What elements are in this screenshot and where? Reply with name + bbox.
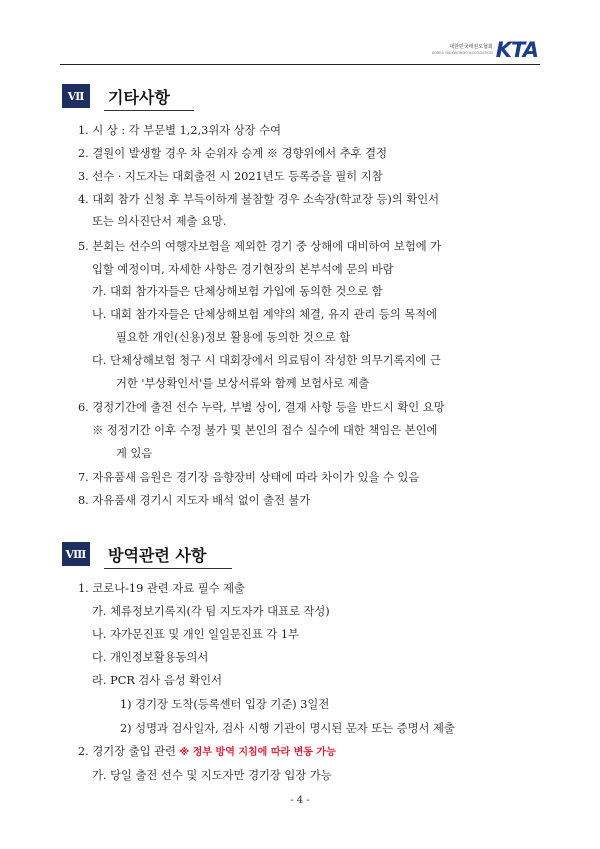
section-8-title: 방역관련 사항	[108, 545, 207, 565]
section-8-number: Ⅷ	[62, 542, 90, 566]
section-8-header	[62, 542, 206, 566]
logo-mark: KTA	[495, 38, 538, 62]
s8-line-text: 2. 경기장 출입 관련	[78, 745, 180, 758]
section-7-header	[62, 84, 170, 108]
section-8-underline	[104, 568, 232, 569]
header-rule	[60, 64, 540, 65]
section-7-underline	[104, 110, 194, 111]
s7-line: 5. 본회는 선수의 여행자보험을 제외한 경기 중 상해에 대비하여 보험에 가	[78, 240, 442, 253]
page-number: - 4 -	[290, 795, 310, 806]
s8-line: 1. 코로나-19 관련 자료 필수 제출	[78, 582, 245, 595]
logo-text	[432, 44, 493, 55]
s7-line: 2. 결원이 발생할 경우 차 순위자 승계 ※ 경향위에서 추후 결정	[78, 147, 387, 160]
s7-line: 1. 시 상 : 각 부문별 1,2,3위자 상장 수여	[78, 124, 282, 137]
s8-line: 가. 당일 출전 선수 및 지도자만 경기장 입장 가능	[92, 769, 332, 782]
s7-line: 입할 예정이며, 자세한 사항은 경기현장의 본부석에 문의 바람	[92, 263, 394, 276]
notice-text: ※ 정부 방역 지침에 따라 변동 가능	[179, 747, 336, 758]
s8-line: 라. PCR 검사 음성 확인서	[92, 674, 223, 687]
s7-line: 다. 단체상해보험 청구 시 대회장에서 의료팀이 작성한 의무기록지에 근	[92, 354, 441, 367]
s8-line: 2) 성명과 검사일자, 검사 시행 기관이 명시된 문자 또는 증명서 제출	[120, 722, 455, 735]
s7-line: 6. 경정기간에 출전 선수 누락, 부별 상이, 결재 사항 등을 반드시 확인 요망	[78, 401, 445, 414]
org-sub: KOREA TAEKWONDO ASSOCIATION	[431, 50, 493, 55]
s7-line: 가. 대회 참가자들은 단체상해보험 가입에 동의한 것으로 함	[92, 285, 383, 298]
s7-line: 7. 자유품새 음원은 경기장 음향장비 상태에 따라 차이가 있을 수 있음	[78, 471, 420, 484]
s8-line: 가. 체류정보기록지(각 팀 지도자가 대표로 작성)	[92, 605, 330, 618]
s7-line: 8. 자유품새 경기시 지도자 배석 없이 출전 불가	[78, 494, 311, 507]
s8-line	[78, 743, 336, 759]
s7-line: 게 있음	[116, 447, 153, 460]
kta-logo	[432, 38, 538, 62]
s8-line: 다. 개인정보활용동의서	[92, 651, 209, 664]
s7-line: 또는 의사진단서 제출 요망.	[92, 215, 227, 228]
s7-line: 거한 '부상확인서'를 보상서류와 함께 보험사로 제출	[116, 377, 370, 390]
s7-line: 나. 대회 참가자들은 단체상해보험 계약의 체결, 유지 관리 등의 목적에	[92, 308, 438, 321]
s8-line: 1) 경기장 도착(등록센터 입장 기준) 3일전	[120, 698, 330, 711]
org-name: 대한민국태권도협회	[449, 44, 493, 51]
s7-line: 4. 대회 참가 신청 후 부득이하게 불참할 경우 소속장(학교장 등)의 확인서	[78, 193, 440, 206]
section-7-number: Ⅶ	[62, 84, 90, 108]
s7-line: ※ 정정기간 이후 수정 불가 및 본인의 접수 실수에 대한 책임은 본인에	[92, 424, 438, 437]
s7-line: 필요한 개인(신용)정보 활용에 동의한 것으로 함	[116, 331, 351, 344]
s7-line: 3. 선수 · 지도자는 대회출전 시 2021년도 등록증을 필히 지참	[78, 170, 383, 183]
section-7-title: 기타사항	[108, 87, 170, 107]
s8-line: 나. 자가문진표 및 개인 일일문진표 각 1부	[92, 628, 299, 641]
